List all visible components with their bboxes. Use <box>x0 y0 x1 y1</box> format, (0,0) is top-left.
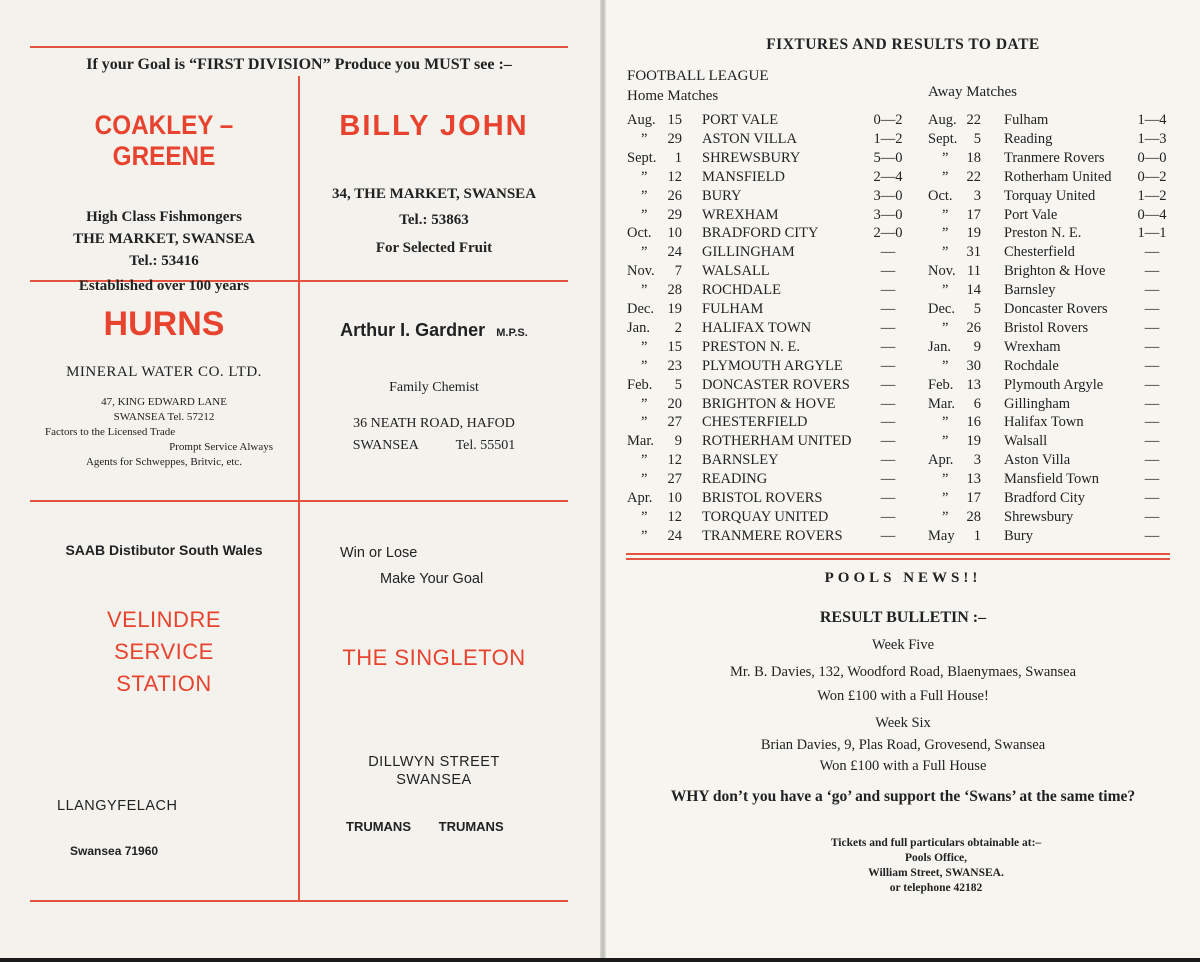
fixture-month: ” <box>942 206 949 223</box>
ad-title: Arthur I. Gardner <box>340 320 486 340</box>
fixture-team: Halifax Town <box>1004 414 1084 431</box>
ad-brand: TRUMANS <box>346 819 411 834</box>
tickets-line: Pools Office, <box>905 852 967 864</box>
fixture-day: 6 <box>973 395 981 412</box>
fixture-month: Mar. <box>627 433 654 450</box>
fixture-month: Mar. <box>928 395 955 412</box>
fixture-team: FULHAM <box>702 301 764 317</box>
fixture-day: 17 <box>966 490 981 506</box>
ad-line: 47, KING EDWARD LANE <box>101 396 227 408</box>
fixture-day: 14 <box>966 282 981 299</box>
fixture-team: Bristol Rovers <box>1004 319 1089 336</box>
fixture-team: SHREWSBURY <box>702 149 801 166</box>
fixture-result: 1—4 <box>1137 112 1167 128</box>
ad-line: 34, THE MARKET, SWANSEA <box>331 186 537 202</box>
row-rule-2 <box>30 500 568 502</box>
home-label: Home Matches <box>627 88 719 104</box>
ad-gardner <box>300 320 568 457</box>
ad-line: Tel. 55501 <box>455 438 516 453</box>
fixture-day: 13 <box>966 471 981 488</box>
fixture-result: — <box>1144 282 1160 299</box>
fixture-result: 1—1 <box>1137 225 1167 242</box>
ad-line: SWANSEA Tel. 57212 <box>113 411 215 423</box>
fixture-team: BURY <box>702 187 742 204</box>
fixture-team: READING <box>702 471 768 488</box>
fixture-team: BRADFORD CITY <box>702 225 819 242</box>
week-five-won: Won £100 with a Full House! <box>817 688 989 704</box>
fixture-month: May <box>928 527 955 544</box>
fixture-team: ROCHDALE <box>702 282 781 299</box>
fixture-day: 15 <box>667 338 682 355</box>
fixture-day: 3 <box>973 452 981 469</box>
fixture-day: 9 <box>674 433 682 450</box>
ad-title: THE SINGLETON <box>342 645 526 670</box>
fixture-team: ASTON VILLA <box>702 130 797 147</box>
fixture-day: 12 <box>667 168 682 185</box>
fixture-team: HALIFAX TOWN <box>702 319 812 336</box>
fixture-day: 29 <box>667 130 682 147</box>
fixture-result: — <box>880 490 896 506</box>
fixture-team: Wrexham <box>1004 338 1061 355</box>
fixture-result: 1—2 <box>873 130 903 147</box>
fixture-result: 0—0 <box>1137 149 1167 166</box>
fixture-month: ” <box>942 471 949 488</box>
fixture-team: Aston Villa <box>1004 452 1071 469</box>
ad-line: Factors to the Licensed Trade <box>45 426 176 438</box>
fixture-day: 10 <box>667 490 682 506</box>
fixture-result: — <box>880 527 896 544</box>
fixture-team: Port Vale <box>1004 206 1058 223</box>
fixture-team: Gillingham <box>1004 395 1071 412</box>
fixture-day: 19 <box>966 433 981 450</box>
fixture-result: 5—0 <box>873 149 903 166</box>
fixture-team: Bury <box>1004 527 1033 544</box>
fixture-day: 9 <box>973 338 981 355</box>
ad-coakley-greene <box>30 110 298 297</box>
fixture-team: Torquay United <box>1004 187 1096 204</box>
fixture-team: Doncaster Rovers <box>1004 301 1108 317</box>
fixture-month: ” <box>641 508 648 525</box>
fixture-result: 0—2 <box>1137 168 1167 185</box>
advert-page <box>0 0 600 958</box>
fixture-day: 1 <box>674 149 682 166</box>
fixture-team: BRISTOL ROVERS <box>702 490 823 506</box>
fixture-day: 28 <box>966 508 981 525</box>
week-five: Week Five <box>871 637 935 653</box>
fixture-result: — <box>880 263 896 280</box>
fixture-day: 19 <box>966 225 981 242</box>
fixture-result: — <box>1144 301 1160 317</box>
ad-line: 36 NEATH ROAD, HAFOD <box>353 416 515 431</box>
fixture-result: — <box>1144 395 1160 412</box>
fixture-month: Sept. <box>627 149 657 166</box>
fixture-result: 1—3 <box>1137 130 1167 147</box>
ad-phone: Swansea 71960 <box>70 844 159 858</box>
ad-title-line: SERVICE <box>114 639 214 664</box>
fixture-result: — <box>1144 319 1160 336</box>
fixture-team: PLYMOUTH ARGYLE <box>702 357 843 374</box>
league-label: FOOTBALL LEAGUE <box>627 68 769 84</box>
ad-line: Agents for Schweppes, Britvic, etc. <box>85 456 243 468</box>
fixture-month: Oct. <box>928 187 953 204</box>
fixture-month: ” <box>942 244 949 261</box>
fixture-month: ” <box>641 282 648 299</box>
ad-title-line: VELINDRE <box>106 607 222 632</box>
fixture-month: ” <box>641 414 648 431</box>
fixture-result: — <box>880 414 896 431</box>
fixture-result: — <box>1144 527 1160 544</box>
fixture-result: — <box>880 338 896 355</box>
fixture-day: 5 <box>973 301 981 317</box>
fixture-month: ” <box>942 357 949 374</box>
fixture-day: 20 <box>667 395 682 412</box>
fixtures-title: FIXTURES AND RESULTS TO DATE <box>766 36 1040 53</box>
fixture-month: ” <box>942 508 949 525</box>
fixture-month: Aug. <box>627 112 656 128</box>
fixture-team: MANSFIELD <box>702 168 785 185</box>
fixture-team: PORT VALE <box>702 112 779 128</box>
fixture-day: 28 <box>667 282 682 299</box>
fixture-day: 17 <box>966 206 981 223</box>
fixture-result: 2—0 <box>873 225 903 242</box>
ad-line: Win or Lose <box>340 545 418 561</box>
fixture-team: Reading <box>1004 130 1053 147</box>
ad-top-line: SAAB Distibutor South Wales <box>65 542 263 558</box>
fixture-month: ” <box>942 490 949 506</box>
fixture-result: — <box>1144 414 1160 431</box>
fixture-team: TRANMERE ROVERS <box>702 527 843 544</box>
fixture-day: 24 <box>667 244 682 261</box>
fixture-team: Tranmere Rovers <box>1004 149 1105 166</box>
fixture-month: ” <box>641 130 648 147</box>
fixture-result: — <box>880 376 896 393</box>
fixture-day: 16 <box>966 414 981 431</box>
ad-line: DILLWYN STREET <box>368 754 500 770</box>
ad-place: LLANGYFELACH <box>57 798 178 814</box>
fixture-month: Aug. <box>928 112 957 128</box>
advert-heading: If your Goal is “FIRST DIVISION” Produce you MUST see :– <box>86 56 512 73</box>
fixture-team: BARNSLEY <box>702 452 779 469</box>
fixture-day: 31 <box>966 244 981 261</box>
ad-line: Established over 100 years <box>78 278 250 294</box>
ad-line: Make Your Goal <box>380 571 484 587</box>
fixture-result: 1—2 <box>1137 187 1167 204</box>
fixture-team: Chesterfield <box>1004 244 1075 261</box>
fixture-day: 26 <box>966 319 981 336</box>
fixtures-rule-1 <box>626 553 1170 555</box>
top-rule <box>30 46 568 48</box>
fixture-team: CHESTERFIELD <box>702 414 808 431</box>
fixture-result: — <box>880 508 896 525</box>
fixture-team: Barnsley <box>1004 282 1056 299</box>
fixture-team: Plymouth Argyle <box>1004 376 1104 393</box>
fixture-month: Sept. <box>928 130 958 147</box>
fixture-day: 5 <box>674 376 682 393</box>
pools-title: POOLS NEWS!! <box>824 570 982 586</box>
fixture-month: ” <box>641 395 648 412</box>
fixture-day: 18 <box>966 149 981 166</box>
fixture-month: Dec. <box>627 301 654 317</box>
ad-line: SWANSEA <box>396 772 472 788</box>
fixture-team: Bradford City <box>1004 490 1085 506</box>
fixture-month: Feb. <box>627 376 653 393</box>
ad-singleton <box>300 545 568 834</box>
fixture-result: 3—0 <box>873 187 903 204</box>
fixture-month: Nov. <box>627 263 655 280</box>
fixture-team: BRIGHTON & HOVE <box>702 395 836 412</box>
ad-subtitle: MINERAL WATER CO. LTD. <box>66 364 262 380</box>
fixture-day: 2 <box>674 319 682 336</box>
why-slogan: WHY don’t you have a ‘go’ and support the ‘Swans’ at the same time? <box>670 788 1136 805</box>
ad-billy-john <box>300 110 568 259</box>
fixture-team: PRESTON N. E. <box>702 338 801 355</box>
fixture-result: — <box>880 471 896 488</box>
week-five-winner: Mr. B. Davies, 132, Woodford Road, Blaenymaes, Swansea <box>729 664 1077 680</box>
fixture-team: Rotherham United <box>1004 168 1112 185</box>
fixture-day: 1 <box>973 527 981 544</box>
fixture-day: 23 <box>667 357 682 374</box>
fixture-result: — <box>1144 263 1160 280</box>
fixture-day: 5 <box>973 130 981 147</box>
fixture-month: ” <box>942 225 949 242</box>
fixture-day: 26 <box>667 187 682 204</box>
result-bulletin: RESULT BULLETIN :– <box>819 609 987 626</box>
fixture-team: WREXHAM <box>702 206 779 223</box>
fixture-result: — <box>1144 357 1160 374</box>
fixture-team: Shrewsbury <box>1004 508 1074 525</box>
ad-line: Tel.: 53416 <box>129 253 199 269</box>
fixture-result: — <box>880 433 896 450</box>
ad-line: Family Chemist <box>389 380 479 395</box>
ad-title: BILLY JOHN <box>339 110 529 142</box>
fixture-month: ” <box>942 149 949 166</box>
fixture-month: Oct. <box>627 225 652 242</box>
fixture-result: — <box>880 452 896 469</box>
fixture-team: Rochdale <box>1004 357 1059 374</box>
fixture-month: Feb. <box>928 376 954 393</box>
fixture-day: 13 <box>966 376 981 393</box>
tickets-line: William Street, SWANSEA. <box>868 867 1004 879</box>
fixture-team: TORQUAY UNITED <box>702 508 829 525</box>
fixtures-page <box>606 0 1200 958</box>
ad-suffix: M.P.S. <box>496 327 528 339</box>
fixture-team: Walsall <box>1004 433 1048 450</box>
fixture-month: ” <box>641 168 648 185</box>
fixture-result: 3—0 <box>873 206 903 223</box>
fixture-team: DONCASTER ROVERS <box>702 376 850 393</box>
fixture-result: 2—4 <box>873 168 903 185</box>
fixture-result: — <box>880 282 896 299</box>
ad-title: HURNS <box>103 305 225 343</box>
fixture-month: ” <box>942 414 949 431</box>
fixture-month: Jan. <box>627 319 650 336</box>
fixture-result: — <box>880 357 896 374</box>
week-six: Week Six <box>875 715 931 731</box>
fixture-team: Mansfield Town <box>1004 471 1099 488</box>
fixture-month: ” <box>942 282 949 299</box>
fixtures-rule-2 <box>626 558 1170 560</box>
fixture-day: 11 <box>967 263 981 280</box>
fixture-result: — <box>880 319 896 336</box>
ad-line: THE MARKET, SWANSEA <box>73 231 255 247</box>
week-six-won: Won £100 with a Full House <box>819 758 987 774</box>
fixture-result: — <box>1144 433 1160 450</box>
fixture-month: ” <box>641 338 648 355</box>
fixture-month: Jan. <box>928 338 951 355</box>
ad-line: Tel.: 53863 <box>399 212 469 228</box>
fixture-month: ” <box>641 471 648 488</box>
fixture-day: 27 <box>667 471 682 488</box>
ad-line: SWANSEA <box>352 438 419 453</box>
fixture-day: 15 <box>667 112 682 128</box>
ad-velindre <box>30 542 298 858</box>
ad-title: COAKLEY – GREENE <box>94 110 234 171</box>
fixture-month: ” <box>641 452 648 469</box>
fixture-month: ” <box>641 206 648 223</box>
fixture-result: — <box>1144 376 1160 393</box>
fixture-team: GILLINGHAM <box>702 244 795 261</box>
ad-line: High Class Fishmongers <box>86 209 242 225</box>
fixture-result: 0—2 <box>873 112 903 128</box>
fixture-month: ” <box>641 187 648 204</box>
fixture-day: 7 <box>674 263 682 280</box>
fixture-day: 12 <box>667 452 682 469</box>
fixture-result: — <box>1144 452 1160 469</box>
fixture-month: ” <box>641 244 648 261</box>
fixture-team: Fulham <box>1004 112 1049 128</box>
fixture-day: 27 <box>667 414 682 431</box>
ad-line: For Selected Fruit <box>375 240 493 256</box>
fixture-day: 30 <box>966 357 981 374</box>
fixture-month: Nov. <box>928 263 956 280</box>
fixture-day: 29 <box>667 206 682 223</box>
fixture-team: Preston N. E. <box>1004 225 1082 242</box>
fixture-result: — <box>880 244 896 261</box>
tickets-line: or telephone 42182 <box>889 882 983 894</box>
fixture-day: 24 <box>667 527 682 544</box>
fixture-month: ” <box>641 357 648 374</box>
ad-hurns <box>30 305 298 470</box>
fixture-day: 19 <box>667 301 682 317</box>
fixture-month: ” <box>641 527 648 544</box>
fixture-result: — <box>1144 244 1160 261</box>
fixture-result: 0—4 <box>1137 206 1167 223</box>
ad-brand: TRUMANS <box>438 819 504 834</box>
fixture-result: — <box>880 301 896 317</box>
fixture-team: ROTHERHAM UNITED <box>702 433 852 450</box>
fixture-day: 22 <box>966 168 981 185</box>
fixture-month: Dec. <box>928 301 955 317</box>
fixture-month: ” <box>942 433 949 450</box>
fixture-month: ” <box>942 319 949 336</box>
fixture-team: Brighton & Hove <box>1004 263 1106 280</box>
fixture-month: Apr. <box>627 490 653 506</box>
week-six-winner: Brian Davies, 9, Plas Road, Grovesend, Swansea <box>760 737 1046 753</box>
fixture-result: — <box>1144 338 1160 355</box>
fixture-result: — <box>1144 490 1160 506</box>
fixture-result: — <box>1144 471 1160 488</box>
bottom-rule <box>30 900 568 902</box>
fixture-month: Apr. <box>928 452 954 469</box>
fixture-team: WALSALL <box>702 263 770 280</box>
fixture-month: ” <box>942 168 949 185</box>
fixture-day: 3 <box>973 187 981 204</box>
fixture-result: — <box>880 395 896 412</box>
ad-line: Prompt Service Always <box>169 441 273 453</box>
tickets-info <box>786 836 1086 896</box>
fixture-result: — <box>1144 508 1160 525</box>
tickets-line: Tickets and full particulars obtainable at:– <box>830 837 1042 849</box>
fixture-day: 12 <box>667 508 682 525</box>
away-label: Away Matches <box>928 84 1018 100</box>
ad-title-line: STATION <box>116 671 212 696</box>
fixture-day: 22 <box>966 112 981 128</box>
fixture-day: 10 <box>667 225 682 242</box>
